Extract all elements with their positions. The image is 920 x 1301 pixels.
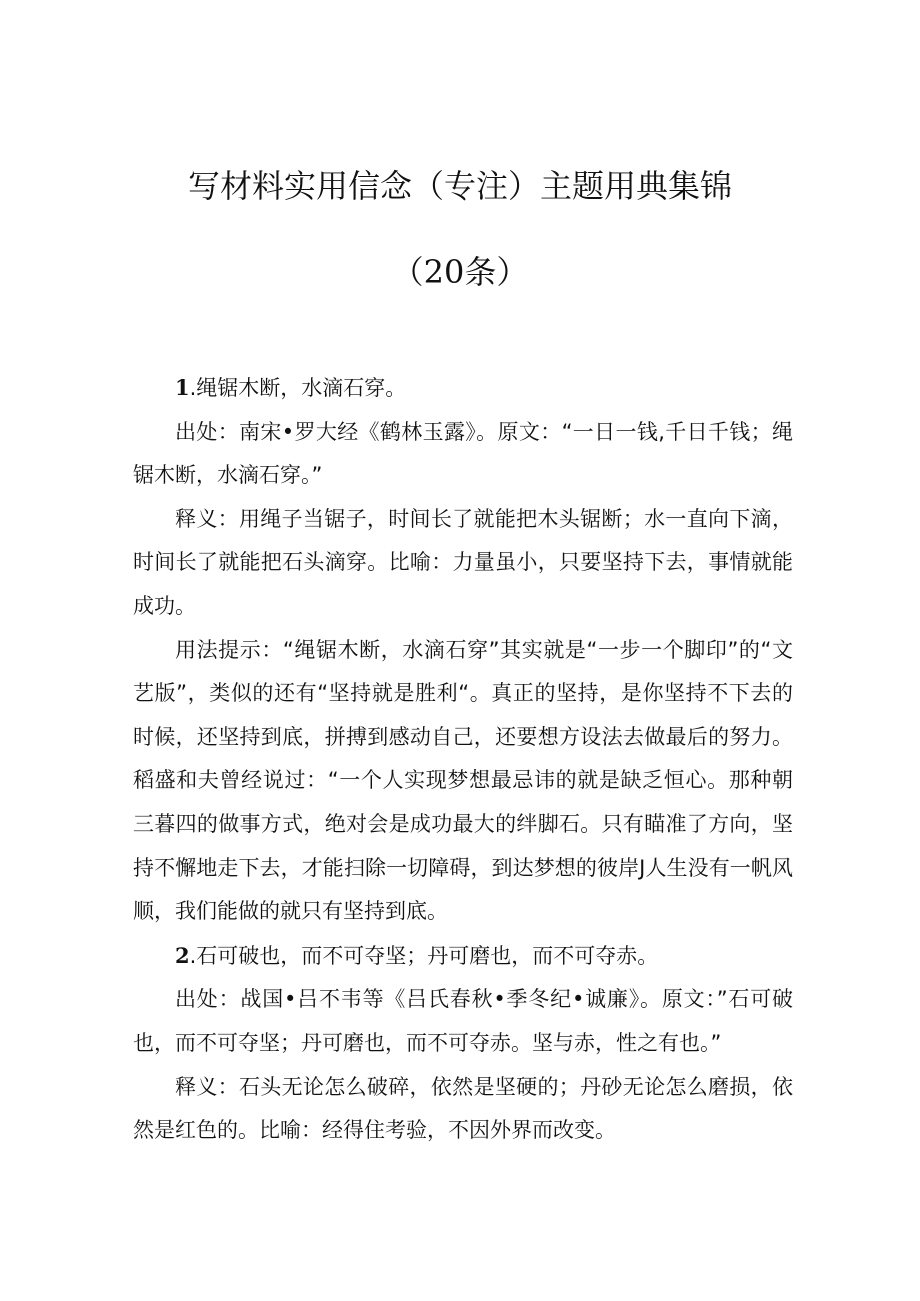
entry-2-meaning: 释义：石头无论怎么破碎，依然是坚硬的；丹砂无论怎么磨损，依然是红色的。比喻：经得住考验，不因外界而改变。 xyxy=(133,1074,793,1143)
entry-1-meaning: 释义：用绳子当锯子，时间长了就能把木头锯断；水一直向下滴，时间长了就能把石头滴穿。比喻：力量虽小，只要坚持下去，事情就能成功。 xyxy=(133,506,793,618)
entry-1-source: 出处：南宋•罗大经《鹤林玉露》。原文：“一日一钱,千日千钱；绳锯木断，水滴石穿。” xyxy=(133,419,793,488)
entry-heading-text: .石可破也，而不可夺坚；丹可磨也，而不可夺赤。 xyxy=(189,943,659,968)
entry-2-source: 出处：战国•吕不韦等《吕氏春秋•季冬纪•诚廉》。原文：”石可破也，而不可夺坚；丹可磨也，而不可夺赤。坚与赤，性之有也。” xyxy=(133,987,793,1055)
entry-1-usage: 用法提示：“绳锯木断，水滴石穿”其实就是“一步一个脚印”的“文艺版”，类似的还有“坚持就是胜利“。真正的坚持，是你坚持不下去的时候，还坚持到底，拼搏到感动自己，还要想方设法去做最后的努力。稻盛和夫曾经说过：“一个人实现梦想最忌讳的就是缺乏恒心。那种朝三暮四的做事方式，绝对会是成功最大的绊脚石。只有瞄准了方向，坚持不懈地走下去，才能扫除一切障碍，到达梦想的彼岸J人生没有一帆风顺，我们能做的就只有坚持到底。 xyxy=(133,637,793,924)
entry-2-heading xyxy=(133,934,793,979)
entry-heading-text: .绳锯木断，水滴石穿。 xyxy=(189,376,407,400)
entry-1-heading xyxy=(133,366,793,411)
entry-number: 2 xyxy=(175,942,190,968)
entry-number: 1 xyxy=(175,375,190,400)
document-subtitle: （20条） xyxy=(391,253,529,291)
document-body xyxy=(133,366,793,1153)
document-title: 写材料实用信念（专注）主题用典集锦 xyxy=(187,167,732,205)
